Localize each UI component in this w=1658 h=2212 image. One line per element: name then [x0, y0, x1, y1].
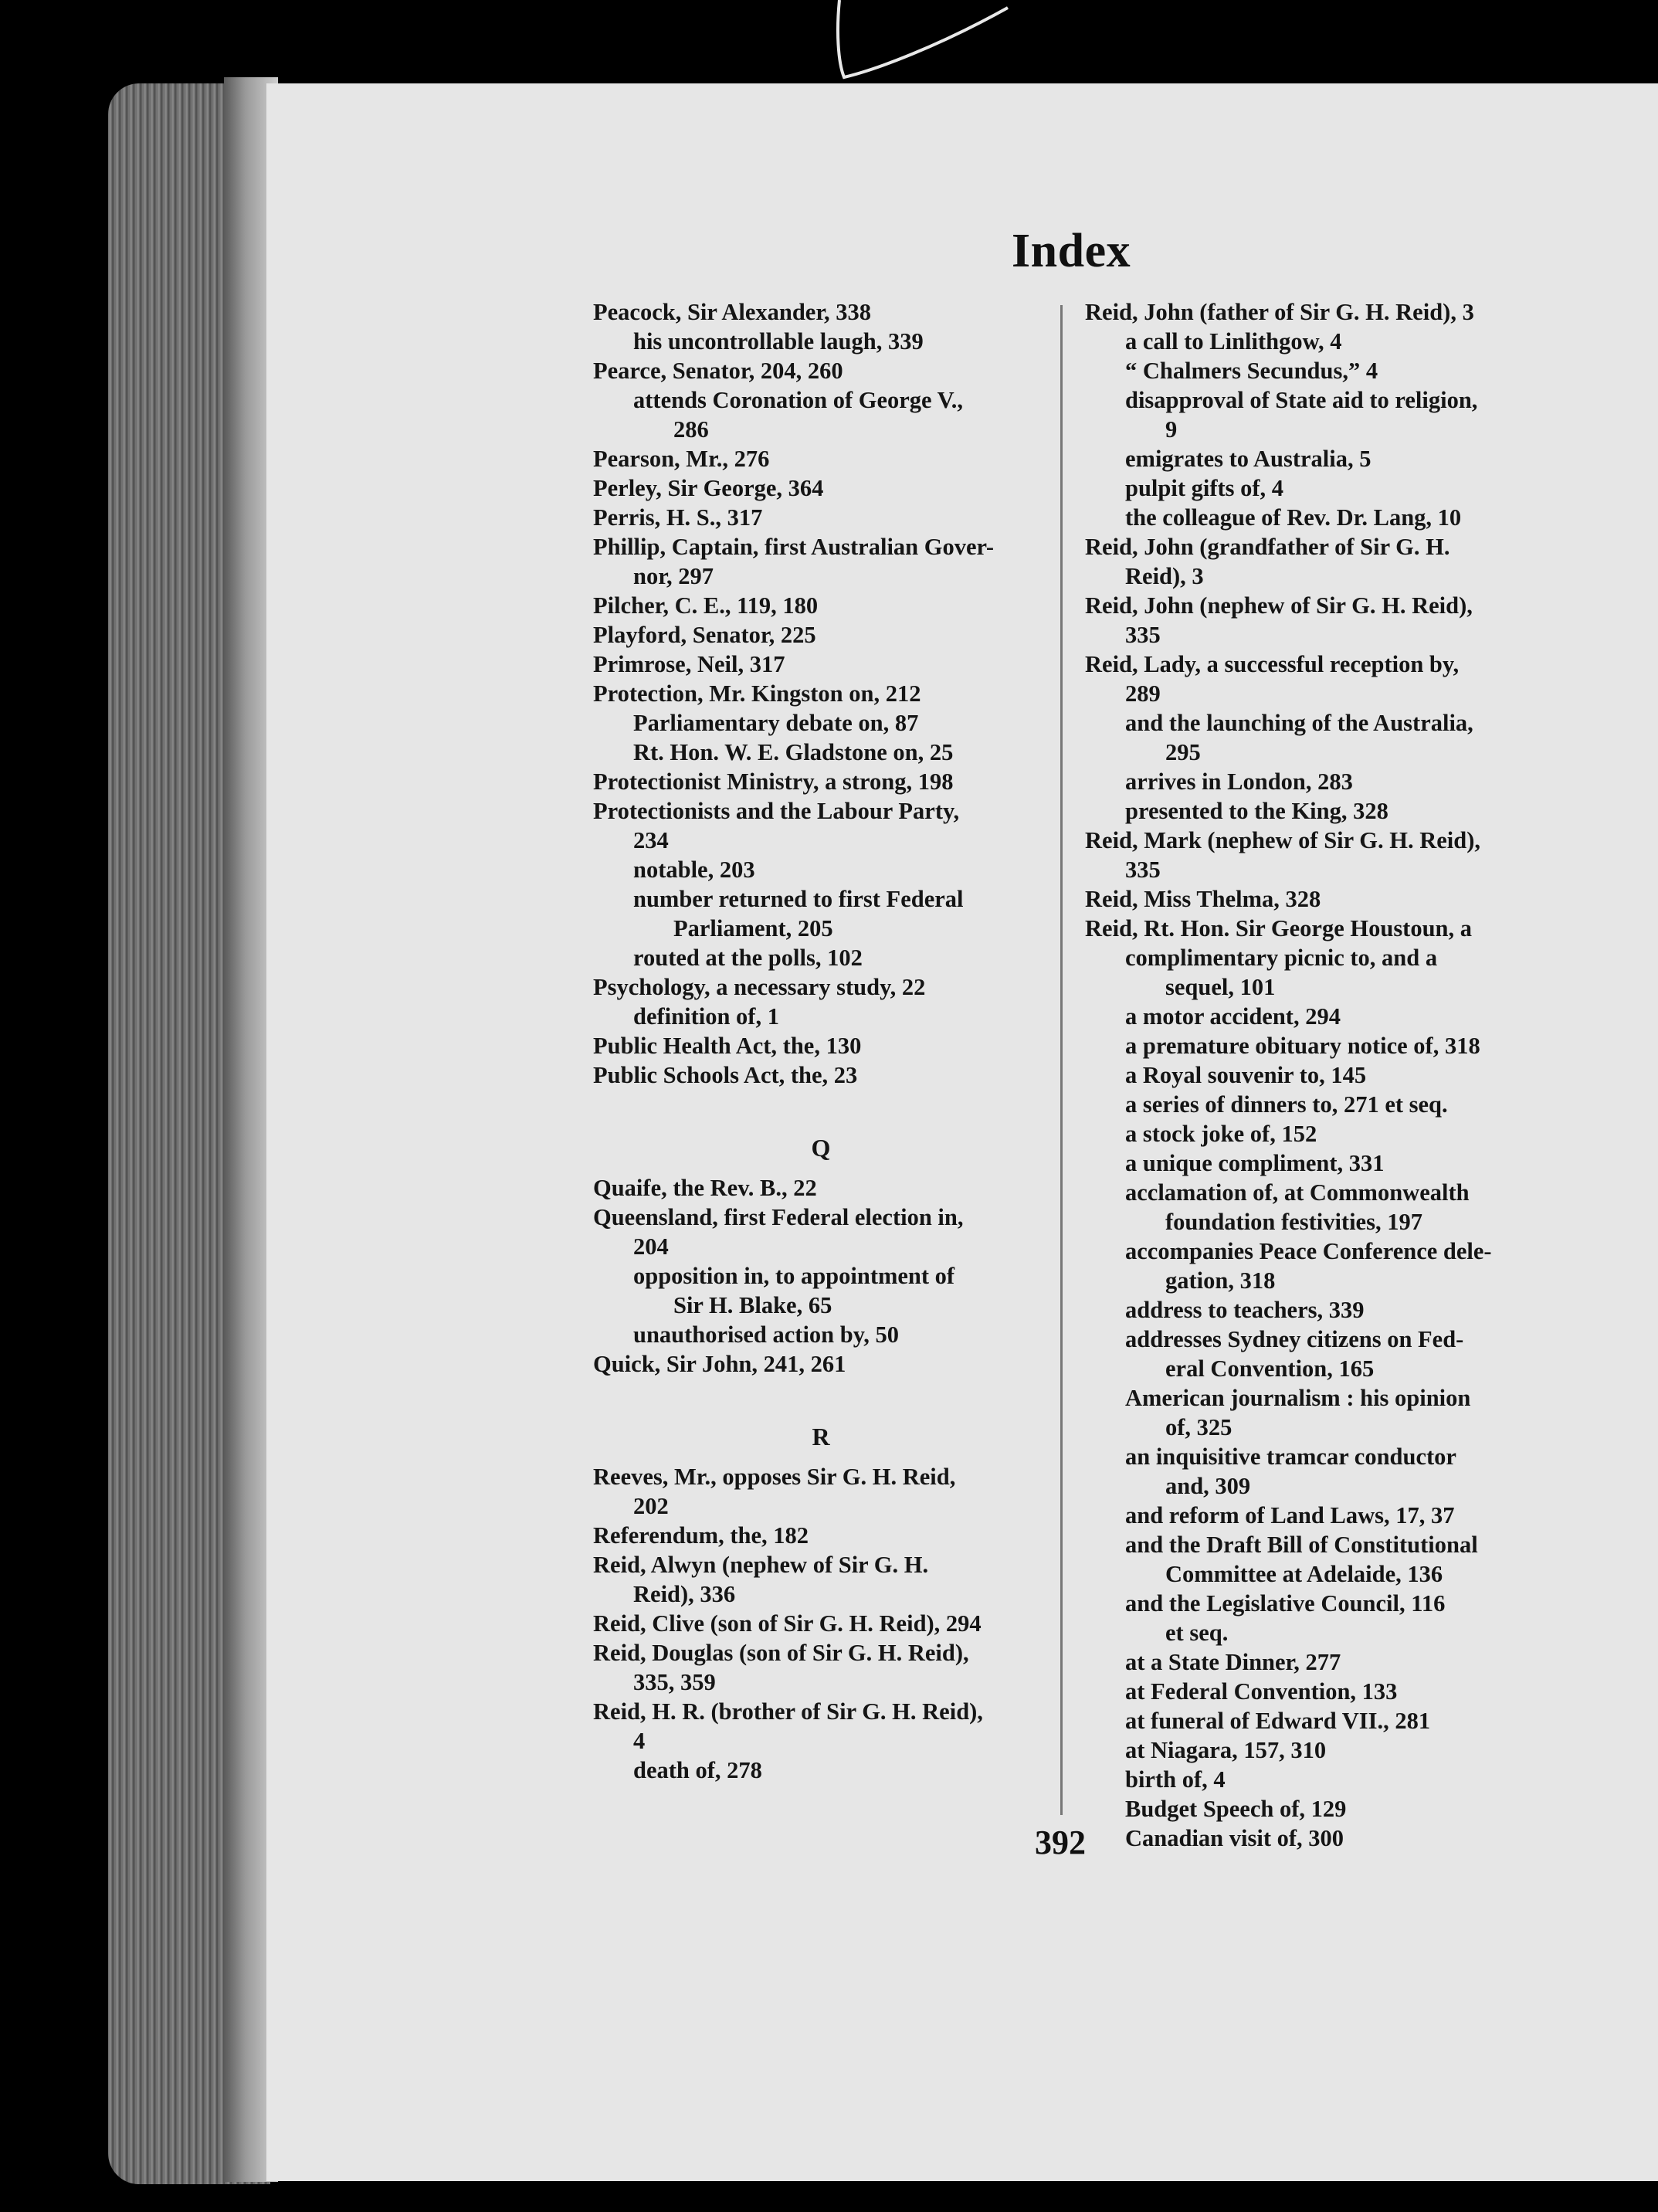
entry-continuation: Committee at Adelaide, 136 [1165, 1561, 1443, 1587]
index-subentry [1085, 1765, 1547, 1794]
index-subentry [1085, 1530, 1547, 1589]
entry-text: a stock joke of, 152 [1125, 1121, 1317, 1147]
index-subentry [1085, 1501, 1547, 1530]
entry-text: and the Draft Bill of Constitutional [1125, 1532, 1478, 1558]
entry-text: Perley, Sir George, 364 [593, 475, 824, 501]
entry-text: Pilcher, C. E., 119, 180 [593, 592, 819, 619]
entry-continuation: Reid), 3 [1125, 563, 1204, 589]
index-entry [1085, 591, 1547, 650]
index-subentry [1085, 1383, 1547, 1442]
entry-text: accompanies Peace Conference dele- [1125, 1238, 1492, 1264]
entry-text: and reform of Land Laws, 17, 37 [1125, 1502, 1455, 1528]
entry-text: a call to Linlithgow, 4 [1125, 328, 1342, 355]
entry-text: American journalism : his opinion [1125, 1385, 1471, 1411]
entry-continuation: gation, 318 [1165, 1267, 1276, 1294]
index-subentry [1085, 327, 1547, 356]
index-subentry [1085, 1119, 1547, 1148]
entry-text: number returned to first Federal [633, 886, 964, 912]
entry-continuation: Sir H. Blake, 65 [673, 1292, 832, 1318]
entry-text: Phillip, Captain, first Australian Gover- [593, 534, 995, 560]
entry-text: Referendum, the, 182 [593, 1522, 809, 1549]
entry-text: Protectionists and the Labour Party, [593, 798, 960, 824]
index-subentry [1085, 1735, 1547, 1765]
entry-text: sequel, 101 [1165, 974, 1276, 1000]
entry-text: Public Health Act, the, 130 [593, 1033, 862, 1059]
section-letter: R [812, 1423, 830, 1450]
entry-text: Queensland, first Federal election in, [593, 1204, 964, 1230]
entry-text: Parliamentary debate on, 87 [633, 710, 919, 736]
index-subentry [593, 1002, 1049, 1031]
index-subentry [1085, 1677, 1547, 1706]
index-entry [593, 620, 1049, 650]
entry-text: Reid, Douglas (son of Sir G. H. Reid), [593, 1640, 969, 1666]
entry-text: Reid, Miss Thelma, 328 [1085, 886, 1321, 912]
entry-continuation: 9 [1165, 416, 1178, 443]
index-column-right [1085, 297, 1547, 1853]
entry-continuation: nor, 297 [633, 563, 714, 589]
entry-text: Perris, H. S., 317 [593, 504, 763, 531]
entry-text: address to teachers, 339 [1125, 1297, 1365, 1323]
index-subentry [1085, 473, 1547, 503]
index-subentry [593, 1320, 1049, 1349]
entry-text: opposition in, to appointment of [633, 1263, 955, 1289]
entry-text: a motor accident, 294 [1125, 1003, 1341, 1030]
page-number: 392 [1035, 1824, 1086, 1861]
index-entry [593, 1609, 1049, 1638]
entry-continuation: 335 [1125, 622, 1161, 648]
index-subentry [1085, 767, 1547, 796]
index-subentry [1085, 385, 1547, 444]
index-subentry [1085, 1031, 1547, 1060]
entry-text: at a State Dinner, 277 [1125, 1649, 1341, 1675]
index-subentry [1085, 796, 1547, 826]
entry-text: Canadian visit of, 300 [1125, 1825, 1344, 1851]
entry-text: Reid, Rt. Hon. Sir George Houstoun, a [1085, 915, 1473, 941]
index-subentry [593, 1261, 1049, 1320]
index-subentry [1085, 1002, 1547, 1031]
page-title: Index [1012, 225, 1131, 277]
entry-text: Reeves, Mr., opposes Sir G. H. Reid, [593, 1464, 956, 1490]
bookmark-ribbon [830, 0, 1015, 85]
index-entry [593, 796, 1049, 855]
entry-text: Reid, Clive (son of Sir G. H. Reid), 294 [593, 1610, 982, 1637]
index-entry [593, 1031, 1049, 1060]
index-entry [593, 1349, 1049, 1379]
index-subentry [1085, 1295, 1547, 1325]
index-subentry [593, 943, 1049, 972]
index-entry [593, 1203, 1049, 1261]
entry-text: Quaife, the Rev. B., 22 [593, 1175, 817, 1201]
section-letter: Q [811, 1134, 831, 1162]
entry-continuation: 234 [633, 827, 669, 853]
entry-text: Public Schools Act, the, 23 [593, 1062, 858, 1088]
entry-continuation: 286 [673, 416, 709, 443]
entry-text: the colleague of Rev. Dr. Lang, 10 [1125, 504, 1462, 531]
index-subentry [593, 884, 1049, 943]
entry-text: Quick, Sir John, 241, 261 [593, 1351, 846, 1377]
entry-text: Pearce, Senator, 204, 260 [593, 358, 843, 384]
entry-text: a series of dinners to, 271 et seq. [1125, 1091, 1448, 1118]
index-column-left [593, 297, 1049, 1785]
index-subentry [1085, 444, 1547, 473]
index-subentry [1085, 1325, 1547, 1383]
entry-continuation: 289 [1125, 680, 1161, 707]
entry-text: unauthorised action by, 50 [633, 1321, 900, 1348]
entry-text: Reid, Mark (nephew of Sir G. H. Reid), [1085, 827, 1480, 853]
index-subentry [1085, 1237, 1547, 1295]
index-entry [593, 650, 1049, 679]
index-entry [1085, 826, 1547, 884]
entry-continuation: 204 [633, 1233, 669, 1260]
index-entry [593, 1173, 1049, 1203]
entry-text: disapproval of State aid to religion, [1125, 387, 1478, 413]
index-subentry [1085, 972, 1547, 1002]
entry-continuation: 4 [633, 1728, 646, 1754]
entry-text: at funeral of Edward VII., 281 [1125, 1708, 1431, 1734]
entry-continuation: 295 [1165, 739, 1201, 765]
entry-text: arrives in London, 283 [1125, 768, 1353, 795]
index-entry [593, 767, 1049, 796]
entry-text: birth of, 4 [1125, 1766, 1226, 1793]
index-subentry [1085, 1178, 1547, 1237]
entry-text: emigrates to Australia, 5 [1125, 446, 1371, 472]
index-entry [593, 1521, 1049, 1550]
entry-text: Psychology, a necessary study, 22 [593, 974, 926, 1000]
index-subentry [593, 855, 1049, 884]
index-entry [593, 444, 1049, 473]
entry-text: Primrose, Neil, 317 [593, 651, 785, 677]
index-entry [593, 1060, 1049, 1090]
entry-text: Protectionist Ministry, a strong, 198 [593, 768, 954, 795]
entry-text: at Niagara, 157, 310 [1125, 1737, 1327, 1763]
entry-continuation: 335 [1125, 857, 1161, 883]
entry-text: Budget Speech of, 129 [1125, 1796, 1347, 1822]
entry-text: Reid, John (nephew of Sir G. H. Reid), [1085, 592, 1473, 619]
entry-text: his uncontrollable laugh, 339 [633, 328, 924, 355]
entry-text: Pearson, Mr., 276 [593, 446, 770, 472]
entry-text: death of, 278 [633, 1757, 762, 1783]
entry-text: “ Chalmers Secundus,” 4 [1125, 358, 1378, 384]
index-subentry [1085, 1060, 1547, 1090]
index-entry [593, 1550, 1049, 1609]
entry-text: at Federal Convention, 133 [1125, 1678, 1398, 1705]
entry-text: Reid, H. R. (brother of Sir G. H. Reid), [593, 1698, 983, 1725]
index-subentry [1085, 1824, 1547, 1853]
index-subentry [593, 1756, 1049, 1785]
index-entry [593, 972, 1049, 1002]
index-subentry [593, 738, 1049, 767]
entry-text: and the Legislative Council, 116 [1125, 1590, 1446, 1617]
entry-continuation: eral Convention, 165 [1165, 1355, 1375, 1382]
index-entry [1085, 884, 1547, 914]
entry-text: Reid, Alwyn (nephew of Sir G. H. [593, 1552, 929, 1578]
index-subentry [1085, 708, 1547, 767]
index-entry [1085, 914, 1547, 972]
index-entry [593, 297, 1049, 327]
entry-continuation: et seq. [1165, 1620, 1229, 1646]
entry-text: Reid, John (grandfather of Sir G. H. [1085, 534, 1450, 560]
entry-continuation: 335, 359 [633, 1669, 716, 1695]
entry-text: routed at the polls, 102 [633, 945, 863, 971]
index-entry [1085, 297, 1547, 327]
index-subentry [593, 385, 1049, 444]
entry-text: Peacock, Sir Alexander, 338 [593, 299, 872, 325]
entry-continuation: and, 309 [1165, 1473, 1251, 1499]
entry-text: addresses Sydney citizens on Fed- [1125, 1326, 1464, 1352]
entry-continuation: of, 325 [1165, 1414, 1232, 1440]
index-entry [593, 473, 1049, 503]
entry-continuation: Parliament, 205 [673, 915, 833, 941]
entry-text: a Royal souvenir to, 145 [1125, 1062, 1367, 1088]
column-divider [1060, 305, 1063, 1815]
index-entry [593, 591, 1049, 620]
entry-text: Protection, Mr. Kingston on, 212 [593, 680, 921, 707]
entry-continuation: 202 [633, 1493, 669, 1519]
entry-continuation: complimentary picnic to, and a [1125, 945, 1438, 971]
entry-text: a premature obituary notice of, 318 [1125, 1033, 1480, 1059]
entry-text: Rt. Hon. W. E. Gladstone on, 25 [633, 739, 954, 765]
index-subentry [1085, 1090, 1547, 1119]
entry-text: notable, 203 [633, 857, 755, 883]
index-entry [593, 532, 1049, 591]
index-subentry [1085, 1647, 1547, 1677]
entry-text: a unique compliment, 331 [1125, 1150, 1385, 1176]
entry-text: an inquisitive tramcar conductor [1125, 1444, 1456, 1470]
index-subentry [1085, 1706, 1547, 1735]
entry-continuation: Reid), 336 [633, 1581, 736, 1607]
entry-text: definition of, 1 [633, 1003, 779, 1030]
index-entry [593, 1462, 1049, 1521]
index-subentry [1085, 1794, 1547, 1824]
entry-text: Reid, Lady, a successful reception by, [1085, 651, 1460, 677]
entry-text: pulpit gifts of, 4 [1125, 475, 1284, 501]
index-entry [593, 1697, 1049, 1756]
index-subentry [1085, 356, 1547, 385]
index-subentry [593, 327, 1049, 356]
entry-text: presented to the King, 328 [1125, 798, 1388, 824]
entry-text: and the launching of the Australia, [1125, 710, 1473, 736]
index-entry [593, 1638, 1049, 1697]
entry-text: Reid, John (father of Sir G. H. Reid), 3 [1085, 299, 1474, 325]
entry-text: Playford, Senator, 225 [593, 622, 816, 648]
entry-text: acclamation of, at Commonwealth [1125, 1179, 1470, 1206]
index-subentry [1085, 1148, 1547, 1178]
index-entry [593, 503, 1049, 532]
entry-text: attends Coronation of George V., [633, 387, 963, 413]
index-entry [1085, 650, 1547, 708]
index-subentry [1085, 1442, 1547, 1501]
index-entry [1085, 532, 1547, 591]
index-subentry [1085, 503, 1547, 532]
index-subentry [593, 708, 1049, 738]
index-entry [593, 679, 1049, 708]
index-entry [593, 356, 1049, 385]
entry-continuation: foundation festivities, 197 [1165, 1209, 1422, 1235]
index-subentry [1085, 1589, 1547, 1647]
